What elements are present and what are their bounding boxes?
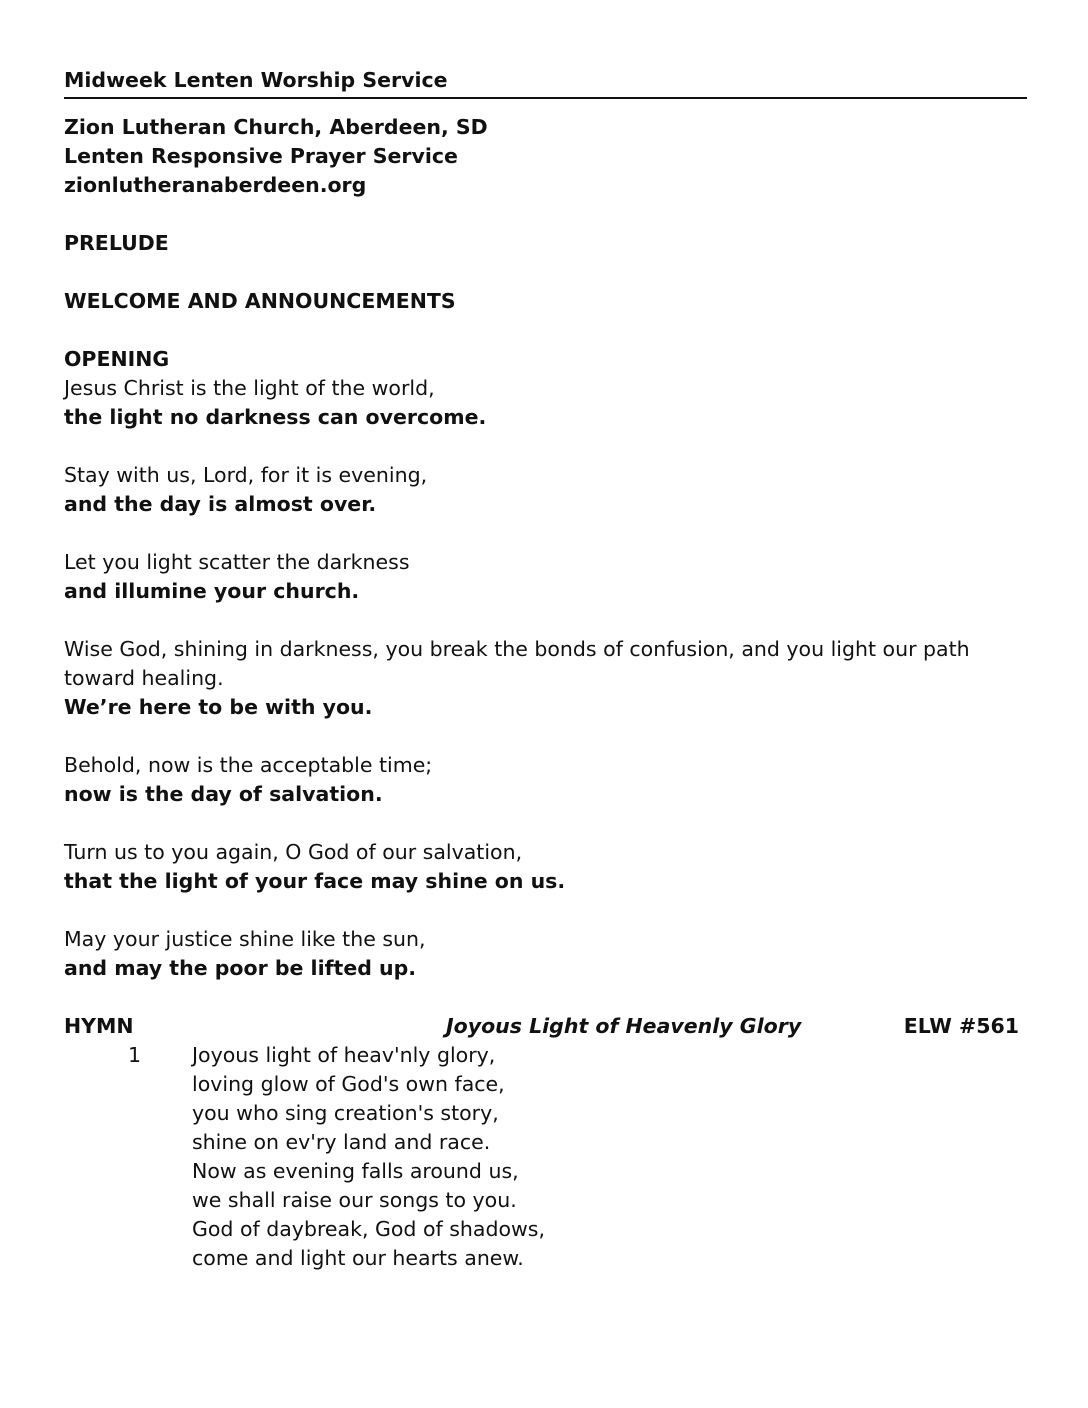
opening-leader-line: Let you light scatter the darkness (64, 550, 410, 574)
hymn-line: come and light our hearts anew. (192, 1246, 524, 1270)
verse-number: 1 (128, 1043, 142, 1067)
hymn-line: we shall raise our songs to you. (192, 1188, 517, 1212)
hymn-number: ELW #561 (903, 1014, 1019, 1038)
opening-leader-line: Wise God, shining in darkness, you break the bonds of confusion, and you light our path toward healing. (64, 637, 970, 690)
section-opening: OPENING (64, 347, 170, 371)
opening-leader-line: Behold, now is the acceptable time; (64, 753, 433, 777)
hymn-line: shine on ev'ry land and race. (192, 1130, 491, 1154)
section-welcome: WELCOME AND ANNOUNCEMENTS (64, 289, 456, 313)
opening-response-line: and the day is almost over. (64, 492, 377, 516)
opening-response-line: and may the poor be lifted up. (64, 956, 417, 980)
opening-response-line: and illumine your church. (64, 579, 360, 603)
hymn-title: Joyous Light of Heavenly Glory (446, 1014, 802, 1038)
section-prelude: PRELUDE (64, 231, 169, 255)
hymn-label: HYMN (64, 1014, 134, 1038)
page-header-title: Midweek Lenten Worship Service (64, 66, 1027, 99)
hymn-line: God of daybreak, God of shadows, (192, 1217, 545, 1241)
opening-leader-line: May your justice shine like the sun, (64, 927, 426, 951)
opening-response-line: now is the day of salvation. (64, 782, 383, 806)
opening-response-line: the light no darkness can overcome. (64, 405, 487, 429)
hymn-heading-row (64, 1012, 1027, 1041)
opening-response-line: that the light of your face may shine on us. (64, 869, 566, 893)
church-name: Zion Lutheran Church, Aberdeen, SD (64, 115, 488, 139)
opening-response-line: We’re here to be with you. (64, 695, 373, 719)
opening-leader-line: Jesus Christ is the light of the world, (64, 376, 435, 400)
hymn-line: loving glow of God's own face, (192, 1072, 505, 1096)
hymn-line: Now as evening falls around us, (192, 1159, 519, 1183)
opening-leader-line: Turn us to you again, O God of our salvation, (64, 840, 523, 864)
document-body (64, 113, 1027, 1273)
hymn-line: you who sing creation's story, (192, 1101, 499, 1125)
opening-leader-line: Stay with us, Lord, for it is evening, (64, 463, 428, 487)
verse-lines (192, 1041, 1027, 1273)
hymn-line: Joyous light of heav'nly glory, (192, 1043, 496, 1067)
hymn-stanza (64, 1041, 1027, 1273)
service-name: Lenten Responsive Prayer Service (64, 144, 458, 168)
church-website: zionlutheranaberdeen.org (64, 173, 367, 197)
